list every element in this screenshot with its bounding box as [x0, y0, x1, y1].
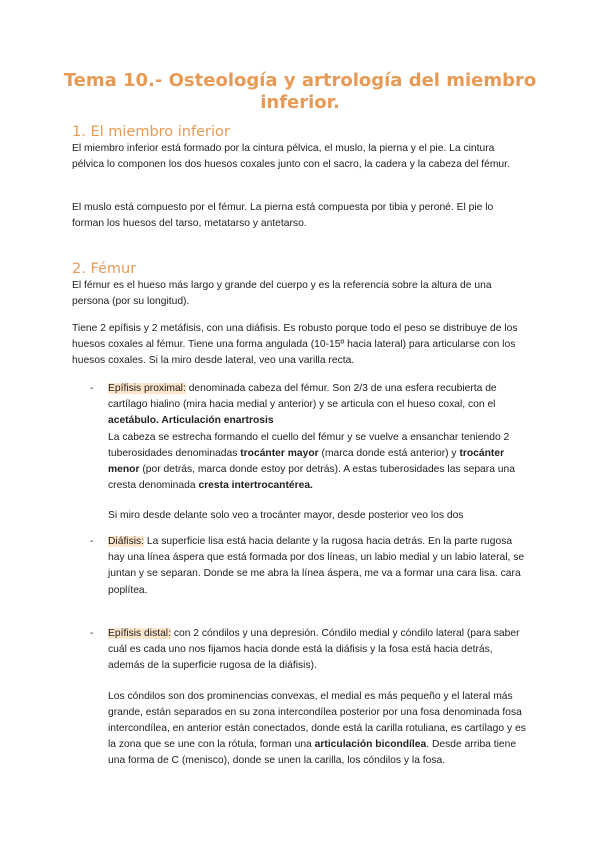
section-heading-miembro-inferior: 1. El miembro inferior — [72, 124, 230, 140]
paragraph: El muslo está compuesto por el fémur. La pierna está compuesta por tibia y peroné. El pie lo forman los huesos del tarso, metatarso y antetarso. — [72, 202, 494, 230]
item-text: Los cóndilos son dos prominencias convexas, el medial es más pequeño y el lateral más grande, están separados en su zona intercondílea posterior por una fosa denominada fosa intercondílea, en anterior están conectados, donde está la carilla rotuliana, es cartílago y es la zona que se une con la rótula, forman una articulación bicondílea. Desde arriba tiene una forma de C (menisco), donde se unen la carilla, los cóndilos y la fosa. — [108, 690, 526, 767]
list-item-epifisis-distal — [90, 626, 530, 770]
page-title: Tema 10.- Osteología y artrología del miembro inferior. — [63, 70, 537, 113]
item-text: Epífisis proximal: denominada cabeza del fémur. Son 2/3 de una esfera recubierta de cartílago hialino (mira hacia medial y anterior) y se articula con el hueso coxal, con el acetábulo. Articulación enartrosis — [108, 383, 497, 427]
list-item-epifisis-proximal — [90, 381, 530, 525]
item-text: La cabeza se estrecha formando el cuello del fémur y se vuelve a ensanchar teniendo 2 tuberosidades denominadas trocánter mayor (marca donde está anterior) y trocánter menor (por detrás, marca donde estoy por detrás). A estas tuberosidades las separa una cresta denominada cresta intertrocantérea. — [108, 431, 515, 492]
bold-term: articulación bicondílea — [314, 739, 427, 751]
item-text: Si miro desde delante solo veo a trocánter mayor, desde posterior veo los dos — [108, 510, 464, 522]
paragraph: El fémur es el hueso más largo y grande del cuerpo y es la referencia sobre la altura de una persona (por su longitud). — [72, 280, 492, 308]
item-text: Epífisis distal: con 2 cóndilos y una depresión. Cóndilo medial y cóndilo lateral (para saber cuál es cada uno nos fijamos hacia donde está la diáfisis y la fosa está hacia detrás, además de la superficie rugosa de la diáfisis). — [108, 628, 520, 672]
highlighted-term: Diáfisis: — [108, 536, 145, 547]
highlighted-term: Epífisis proximal: — [108, 383, 186, 394]
list-item-diafisis — [90, 534, 530, 599]
paragraph: El miembro inferior está formado por la cintura pélvica, el muslo, la pierna y el pie. La cintura pélvica lo componen los dos huesos coxales junto con el sacro, la cadera y la cabeza del fémur. — [72, 143, 510, 171]
section-heading-femur: 2. Fémur — [72, 261, 137, 277]
item-text: Diáfisis: La superficie lisa está hacia delante y la rugosa hacia detrás. En la parte rugosa hay una línea áspera que está formada por dos líneas, un labio medial y un labio lateral, se juntan y se separan. Donde se me abra la línea áspera, me va a formar una cara lisa. cara poplítea. — [108, 536, 525, 596]
highlighted-term: Epífisis distal: — [108, 628, 171, 639]
list-bullet: - — [90, 628, 94, 639]
bold-term: cresta intertrocantérea. — [198, 480, 313, 492]
bold-term: trocánter menor — [108, 447, 505, 476]
list-bullet: - — [90, 536, 94, 547]
bold-term: trocánter mayor — [240, 447, 319, 459]
bold-term: acetábulo. Articulación enartrosis — [108, 415, 274, 427]
paragraph: Tiene 2 epífisis y 2 metáfisis, con una diáfisis. Es robusto porque todo el peso se distribuye de los huesos coxales al fémur. Tiene una forma angulada (10-15º hacia lateral) para articularse con los huesos coxales. Si la miro desde lateral, veo una varilla recta. — [72, 323, 518, 367]
list-bullet: - — [90, 383, 94, 394]
